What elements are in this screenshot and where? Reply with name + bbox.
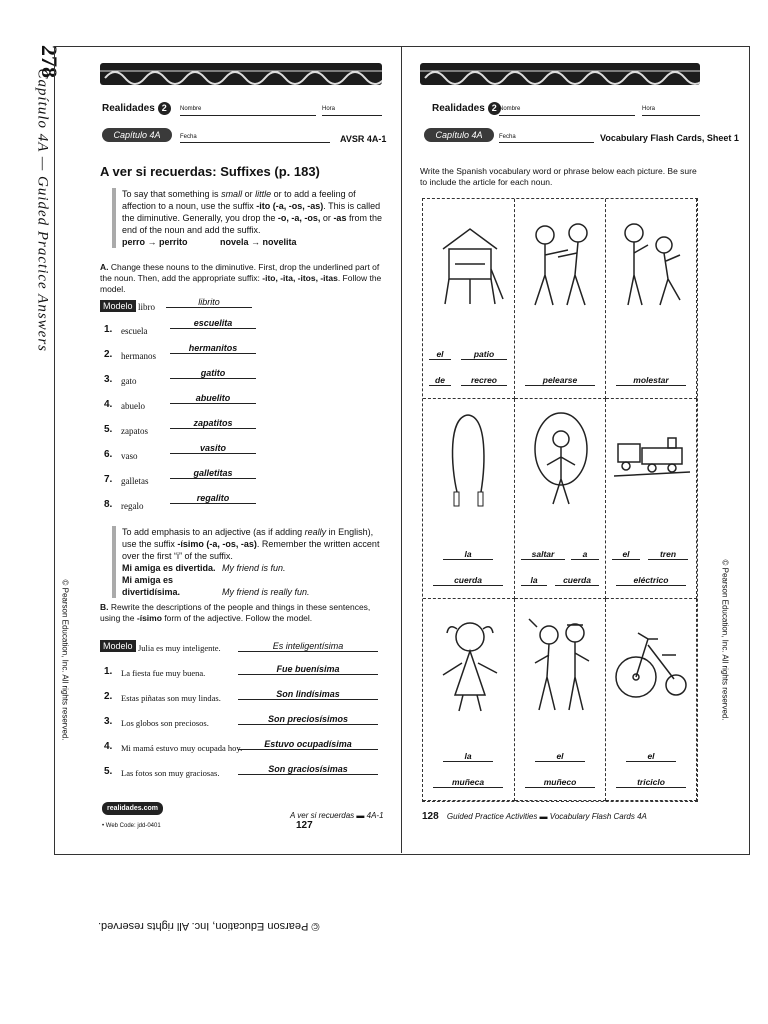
footer-text: A ver si recuerdas <box>290 811 355 820</box>
note-text: To say that something is <box>122 189 222 199</box>
realidades-label: Realidades <box>102 103 155 114</box>
section-heading: A ver si recuerdas: Suffixes (p. 183) <box>100 164 320 179</box>
list-item <box>104 468 444 496</box>
note-text: small <box>221 189 243 199</box>
list-item <box>104 418 444 446</box>
copyright-left: © Pearson Education, Inc. All rights reserved. <box>60 579 70 741</box>
list-item <box>104 368 444 396</box>
nombre-label: Nombre <box>499 106 521 112</box>
item-number: 8. <box>104 499 113 510</box>
part-a-label: A. <box>100 262 109 272</box>
part-a-suffixes: -ito, -ita, -itos, -itas <box>262 273 338 283</box>
card-answer[interactable]: molestar <box>616 375 686 386</box>
fecha-field[interactable] <box>499 142 594 143</box>
card-answer[interactable]: muñeco <box>525 777 595 788</box>
decorative-banner <box>420 63 700 85</box>
chapter-chip: Capítulo 4A <box>424 128 494 142</box>
answer-field[interactable]: Fue buenísima <box>238 664 378 675</box>
activity-code: AVSR 4A-1 <box>340 134 387 144</box>
flashcard <box>423 599 515 801</box>
flashcard <box>606 199 697 399</box>
fecha-label: Fecha <box>180 134 197 140</box>
puppet-icon <box>521 615 601 715</box>
card-answer[interactable]: el <box>429 349 451 360</box>
card-answer[interactable]: muñeca <box>433 777 503 788</box>
item-sentence: Los globos son preciosos. <box>121 718 209 728</box>
sidebar-title: Capítulo 4A — Guided Practice Answers <box>34 68 51 353</box>
banner-pattern-icon <box>100 63 382 85</box>
girl-jumping-rope-icon <box>531 409 591 519</box>
card-answer[interactable]: a <box>571 549 599 560</box>
example-2: novela → novelita <box>220 237 297 247</box>
card-answer[interactable]: patio <box>461 349 507 360</box>
diminutive-note <box>112 188 384 248</box>
item-number: 5. <box>104 424 113 435</box>
toy-train-icon <box>614 434 690 484</box>
part-a-text: . Follow the model. <box>100 273 382 294</box>
part-b-text: form of the adjective. Follow the model. <box>161 613 313 623</box>
note-suffix: -ito (-a, -os, -as) <box>256 201 324 211</box>
item-word: zapatos <box>121 426 148 436</box>
flashcard <box>423 399 515 599</box>
realidades-badge <box>102 102 171 115</box>
footer-page-number: 127 <box>296 820 313 831</box>
card-answer[interactable]: cuerda <box>555 575 599 586</box>
answer-field[interactable]: abuelito <box>170 393 256 404</box>
item-word: abuelo <box>121 401 145 411</box>
item-number: 2. <box>104 691 113 702</box>
realidades-badge <box>432 102 501 115</box>
item-sentence: La fiesta fue muy buena. <box>121 668 206 678</box>
card-answer[interactable]: tren <box>648 549 688 560</box>
model-word: libro <box>138 302 155 312</box>
chapter-chip: Capítulo 4A <box>102 128 172 142</box>
card-answer[interactable]: triciclo <box>616 777 686 788</box>
item-sentence: Las fotos son muy graciosas. <box>121 768 220 778</box>
realidades-web-logo[interactable]: realidades.com <box>102 802 163 815</box>
list-item <box>104 716 394 738</box>
item-word: vaso <box>121 451 138 461</box>
answer-field[interactable]: gatito <box>170 368 256 379</box>
card-answer[interactable]: cuerda <box>433 575 503 586</box>
flashcard <box>515 399 606 599</box>
card-answer[interactable]: pelearse <box>525 375 595 386</box>
answer-field[interactable]: galletitas <box>170 468 256 479</box>
card-answer[interactable]: el <box>535 751 585 762</box>
example-en-2: My friend is really fun. <box>222 587 310 597</box>
item-number: 2. <box>104 349 113 360</box>
level-badge: 2 <box>488 102 501 115</box>
hora-field[interactable] <box>642 115 700 116</box>
note-text: really <box>304 527 327 537</box>
list-item <box>104 343 444 371</box>
note-text: To add emphasis to an adjective (as if adding <box>122 527 305 537</box>
answer-field[interactable]: zapatitos <box>170 418 256 429</box>
flashcard <box>606 599 697 801</box>
part-b-suffix: -ísimo <box>136 613 162 623</box>
card-answer[interactable]: la <box>443 549 493 560</box>
decorative-banner <box>100 63 382 85</box>
part-b-text: Rewrite the descriptions of the people and things in these sentences, using the <box>100 602 371 623</box>
web-code: • Web Code: jdd-0401 <box>102 823 161 829</box>
answer-field[interactable]: hermanitos <box>170 343 256 354</box>
item-word: galletas <box>121 476 149 486</box>
copyright-right: © Pearson Education, Inc. All rights reserved. <box>720 559 730 721</box>
note-text: or <box>320 213 334 223</box>
part-a-text: Change these nouns to the diminutive. First, drop the underlined part of the noun. Then, add the appropriate suffix: <box>100 262 380 283</box>
item-number: 3. <box>104 374 113 385</box>
list-item <box>104 318 444 346</box>
card-answer[interactable]: de <box>429 375 451 386</box>
hora-label: Hora <box>322 106 336 112</box>
flashcard <box>515 199 606 399</box>
footer-sheet: Vocabulary Flash Cards 4A <box>549 812 647 821</box>
list-item <box>104 666 394 688</box>
example-es-1: Mi amiga es divertida. <box>122 563 216 573</box>
tricycle-icon <box>614 625 690 705</box>
list-item <box>104 691 394 713</box>
list-item <box>104 766 394 788</box>
flashcard-instructions: Write the Spanish vocabulary word or phrase below each picture. Be sure to include the article for each noun. <box>420 166 697 187</box>
modelo-badge: Modelo <box>100 640 136 652</box>
jump-rope-icon <box>443 407 493 522</box>
card-answer[interactable]: la <box>443 751 493 762</box>
right-page <box>402 46 748 853</box>
modelo-badge: Modelo <box>100 300 136 312</box>
nombre-field[interactable] <box>499 115 635 116</box>
right-footer: 128 Guided Practice Activities ▬ Vocabulary Flash Cards 4A <box>422 811 647 822</box>
item-word: hermanos <box>121 351 156 361</box>
footer-page-number: 128 <box>422 811 439 822</box>
note-text: or to add a feeling of affection to a noun, use the suffix <box>122 189 356 211</box>
bottom-copyright: © Pearson Education, Inc. All rights reserved. <box>98 920 320 932</box>
list-item <box>104 393 444 421</box>
card-answer[interactable]: la <box>521 575 547 586</box>
part-a-instructions <box>100 262 382 295</box>
answer-field[interactable]: Estuvo ocupadísima <box>238 739 378 750</box>
list-item <box>104 443 444 471</box>
fecha-label: Fecha <box>499 134 516 140</box>
answer-field[interactable]: regalito <box>170 493 256 504</box>
note-text: in English), use the suffix <box>122 527 374 549</box>
note-endings: -o, -a, -os, <box>277 213 321 223</box>
flashcard <box>515 599 606 801</box>
part-b-instructions <box>100 602 382 624</box>
model-answer: Es inteligentísima <box>238 641 378 652</box>
answer-field[interactable]: Son graciosísimas <box>238 764 378 775</box>
note-text: little <box>255 189 272 199</box>
example-en-1: My friend is fun. <box>222 563 286 573</box>
answer-field[interactable]: escuelita <box>170 318 256 329</box>
note-endings: -as <box>333 213 347 223</box>
realidades-label: Realidades <box>432 103 485 114</box>
item-number: 3. <box>104 716 113 727</box>
item-word: regalo <box>121 501 144 511</box>
note-text: . Remember the written accent over the first “i” of the suffix. <box>122 539 380 561</box>
item-number: 4. <box>104 399 113 410</box>
children-teasing-icon <box>614 215 690 315</box>
answer-field[interactable]: Son preciosísimos <box>238 714 378 725</box>
flashcard <box>606 399 697 599</box>
note-text: . This is called the diminutive. Generally, you drop the <box>122 201 381 223</box>
flashcard <box>423 199 515 399</box>
card-answer[interactable]: eléctrico <box>616 575 686 586</box>
left-footer: A ver si recuerdas ▬ 4A-1 127 <box>290 811 384 831</box>
item-number: 6. <box>104 449 113 460</box>
card-answer[interactable]: recreo <box>461 375 507 386</box>
card-answer[interactable]: saltar <box>521 549 565 560</box>
note-text: or <box>242 189 256 199</box>
nombre-label: Nombre <box>180 106 202 112</box>
hora-field[interactable] <box>322 115 382 116</box>
item-number: 7. <box>104 474 113 485</box>
footer-text: Guided Practice Activities <box>446 812 538 821</box>
isimo-note <box>112 526 384 598</box>
item-word: gato <box>121 376 137 386</box>
list-item <box>104 493 444 521</box>
item-number: 4. <box>104 741 113 752</box>
rag-doll-icon <box>435 615 505 715</box>
list-item <box>104 741 394 763</box>
note-text: from the end of the noun and add the suffix. <box>122 213 382 235</box>
card-answer[interactable]: el <box>626 751 676 762</box>
item-number: 1. <box>104 324 113 335</box>
item-sentence: Estas piñatas son muy lindas. <box>121 693 221 703</box>
item-number: 1. <box>104 666 113 677</box>
sheet-title: Vocabulary Flash Cards, Sheet 1 <box>600 133 739 143</box>
playground-icon <box>435 209 505 309</box>
nombre-field[interactable] <box>180 115 316 116</box>
item-number: 5. <box>104 766 113 777</box>
part-b-label: B. <box>100 602 109 612</box>
note-suffix: -ísimo (-a, -os, -as) <box>177 539 257 549</box>
flashcard-grid <box>422 198 698 802</box>
example-es-2: Mi amiga es divertidísima. <box>122 575 181 597</box>
page-number: 278 <box>37 45 62 78</box>
banner-pattern-icon <box>420 63 700 85</box>
card-answer[interactable]: el <box>612 549 640 560</box>
answer-field[interactable]: vasito <box>170 443 256 454</box>
fecha-field[interactable] <box>180 142 330 143</box>
item-sentence: Mi mamá estuvo muy ocupada hoy. <box>121 743 243 753</box>
children-fighting-icon <box>523 215 599 315</box>
footer-code: 4A-1 <box>366 811 384 820</box>
item-word: escuela <box>121 326 148 336</box>
hora-label: Hora <box>642 106 656 112</box>
model-answer: librito <box>166 297 252 308</box>
model-sentence: Julia es muy inteligente. <box>138 643 221 653</box>
level-badge: 2 <box>158 102 171 115</box>
left-page <box>54 46 401 853</box>
example-1: perro → perrito <box>122 237 188 247</box>
answer-field[interactable]: Son lindísimas <box>238 689 378 700</box>
